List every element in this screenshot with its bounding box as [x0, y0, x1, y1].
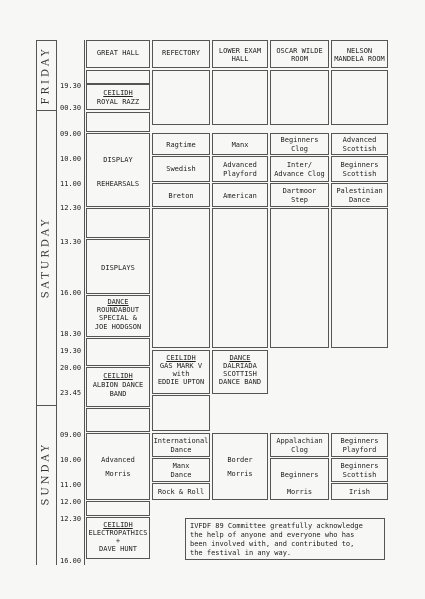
saturday-mandela-advanced-scottish: Advanced Scottish	[331, 133, 388, 155]
saturday-oscar-wilde-dartmoor-step: Dartmoor Step	[270, 183, 329, 207]
sunday-great-hall-ceilidh: CEILIDH ELECTROPATHICS + DAVE HUNT	[86, 517, 150, 559]
saturday-great-hall-display-rehearsals: DISPLAY REHEARSALS	[86, 133, 150, 207]
sunday-refectory-international-dance: International Dance	[152, 433, 210, 457]
sunday-oscar-wilde-beginners-morris: Beginners Morris	[270, 458, 329, 500]
saturday-great-hall-empty-top	[86, 112, 150, 132]
sunday-great-hall-advanced-morris: Advanced Morris	[86, 433, 150, 500]
friday-ceilidh-great-hall: CEILIDH ROYAL RAZZ	[86, 84, 150, 110]
day-label-saturday: SATURDAY	[40, 216, 52, 299]
venue-header-refectory: REFECTORY	[152, 40, 210, 68]
sunday-great-hall-gap	[86, 501, 150, 516]
time-label: 13.30	[60, 238, 82, 246]
friday-empty-great-hall	[86, 70, 150, 84]
saturday-lower-exam-manx: Manx	[212, 133, 268, 155]
time-label: 18.30	[60, 330, 82, 338]
saturday-great-hall-dance: DANCE ROUNDABOUT SPECIAL & JOE HODGSON	[86, 295, 150, 337]
saturday-oscar-wilde-beginners-clog: Beginners Clog	[270, 133, 329, 155]
saturday-refectory-ragtime: Ragtime	[152, 133, 210, 155]
friday-empty-mandela	[331, 70, 388, 125]
saturday-lower-exam-dance: DANCE DALRIADA SCOTTISH DANCE BAND	[212, 350, 268, 394]
time-label: 12.00	[60, 498, 82, 506]
time-label: 20.00	[60, 364, 82, 372]
day-label-friday: FRIDAY	[40, 46, 52, 105]
friday-empty-lower-exam	[212, 70, 268, 125]
time-label: 23.45	[60, 389, 82, 397]
venue-header-lower-exam-hall: LOWER EXAM HALL	[212, 40, 268, 68]
time-label: 10.00	[60, 456, 82, 464]
time-label: 11.00	[60, 180, 82, 188]
acknowledgement-notice: IVFDF 89 Committee greatfully acknowledge the help of anyone and everyone who has been involved with, and contributed to, the festival in any way.	[185, 518, 385, 560]
time-label: 09.00	[60, 431, 82, 439]
saturday-lower-exam-american: American	[212, 183, 268, 207]
saturday-refectory-ceilidh: CEILIDH GAS MARK V with EDDIE UPTON	[152, 350, 210, 394]
friday-empty-refectory	[152, 70, 210, 125]
saturday-mandela-empty-afternoon	[331, 208, 388, 348]
time-label: 12.30	[60, 515, 82, 523]
time-label: 11.00	[60, 481, 82, 489]
day-top-border	[36, 40, 56, 41]
saturday-great-hall-gap	[86, 208, 150, 238]
saturday-mandela-beginners-scottish: Beginners Scottish	[331, 156, 388, 182]
saturday-refectory-empty-late	[152, 395, 210, 431]
day-divider-friday	[36, 110, 56, 111]
time-label: 16.00	[60, 289, 82, 297]
friday-empty-oscar-wilde	[270, 70, 329, 125]
time-label: 10.00	[60, 155, 82, 163]
sunday-refectory-rock-and-roll: Rock & Roll	[152, 483, 210, 500]
saturday-mandela-palestinian-dance: Palestinian Dance	[331, 183, 388, 207]
saturday-great-hall-ceilidh: CEILIDH ALBION DANCE BAND	[86, 367, 150, 407]
sunday-lower-exam-border-morris: Border Morris	[212, 433, 268, 500]
venue-header-oscar-wilde-room: OSCAR WILDE ROOM	[270, 40, 329, 68]
venue-header-great-hall: GREAT HALL	[86, 40, 150, 68]
day-column-right-border	[56, 40, 57, 565]
time-label: 09.00	[60, 130, 82, 138]
time-label: 12.30	[60, 204, 82, 212]
saturday-great-hall-gap-evening	[86, 338, 150, 366]
saturday-oscar-wilde-inter-advance-clog: Inter/ Advance Clog	[270, 156, 329, 182]
saturday-lower-exam-empty-afternoon	[212, 208, 268, 348]
sunday-mandela-beginners-scottish: Beginners Scottish	[331, 458, 388, 482]
time-label: 19.30	[60, 347, 82, 355]
venue-header-nelson-mandela-room: NELSON MANDELA ROOM	[331, 40, 388, 68]
saturday-refectory-empty-afternoon	[152, 208, 210, 348]
saturday-great-hall-displays: DISPLAYS	[86, 239, 150, 294]
day-label-sunday: SUNDAY	[40, 442, 52, 506]
saturday-refectory-swedish: Swedish	[152, 156, 210, 182]
time-axis-line	[84, 40, 85, 565]
time-label: 16.00	[60, 557, 82, 565]
saturday-oscar-wilde-empty-afternoon	[270, 208, 329, 348]
sunday-oscar-wilde-appalachian-clog: Appalachian Clog	[270, 433, 329, 457]
time-label: 00.30	[60, 104, 82, 112]
sunday-great-hall-empty-top	[86, 408, 150, 432]
saturday-refectory-breton: Breton	[152, 183, 210, 207]
time-label: 19.30	[60, 82, 82, 90]
sunday-mandela-irish: Irish	[331, 483, 388, 500]
saturday-lower-exam-advanced-playford: Advanced Playford	[212, 156, 268, 182]
sunday-mandela-beginners-playford: Beginners Playford	[331, 433, 388, 457]
sunday-refectory-manx-dance: Manx Dance	[152, 458, 210, 482]
day-column-left-border	[36, 40, 37, 565]
day-divider-saturday	[36, 405, 56, 406]
